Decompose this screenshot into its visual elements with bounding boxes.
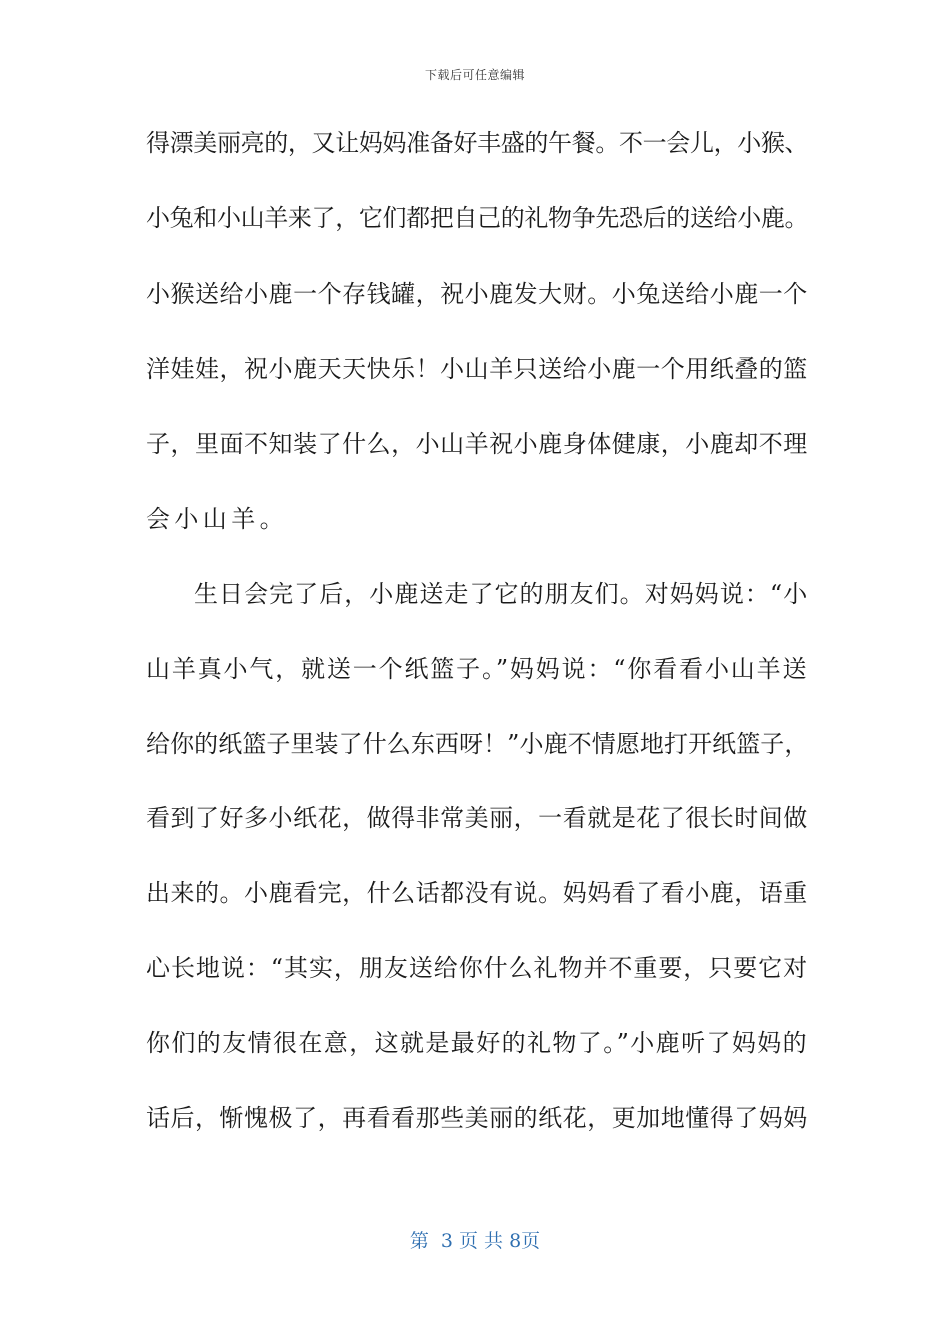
body-line: 洋娃娃，祝小鹿天天快乐！小山羊只送给小鹿一个用纸叠的篮	[146, 355, 808, 383]
body-line: 你们的友情很在意，这就是最好的礼物了。”小鹿听了妈妈的	[146, 1029, 809, 1057]
body-line: 小猴送给小鹿一个存钱罐，祝小鹿发大财。小兔送给小鹿一个	[146, 280, 808, 308]
body-line: 小兔和小山羊来了，它们都把自己的礼物争先恐后的送给小鹿。	[146, 204, 809, 232]
body-line: 会小山羊。	[146, 505, 288, 533]
body-line: 心长地说：“其实，朋友送给你什么礼物并不重要，只要它对	[146, 954, 809, 982]
body-line: 得漂美丽亮的，又让妈妈准备好丰盛的午餐。不一会儿，小猴、	[146, 129, 809, 157]
body-line: 子，里面不知装了什么，小山羊祝小鹿身体健康，小鹿却不理	[146, 430, 808, 458]
body-line: 看到了好多小纸花，做得非常美丽，一看就是花了很长时间做	[146, 804, 808, 832]
body-line: 山羊真小气，就送一个纸篮子。”妈妈说：“你看看小山羊送	[146, 655, 809, 683]
page-header: 下载后可任意编辑	[424, 68, 525, 82]
body-line: 话后，惭愧极了，再看看那些美丽的纸花，更加地懂得了妈妈	[146, 1104, 808, 1132]
body-line: 给你的纸篮子里装了什么东西呀！”小鹿不情愿地打开纸篮子，	[146, 730, 809, 758]
body-line: 出来的。小鹿看完，什么话都没有说。妈妈看了看小鹿，语重	[146, 879, 808, 907]
page-number-footer: 第 3 页 共 8页	[409, 1230, 541, 1252]
paragraph-start-line: 生日会完了后，小鹿送走了它的朋友们。对妈妈说：“小	[194, 580, 809, 608]
